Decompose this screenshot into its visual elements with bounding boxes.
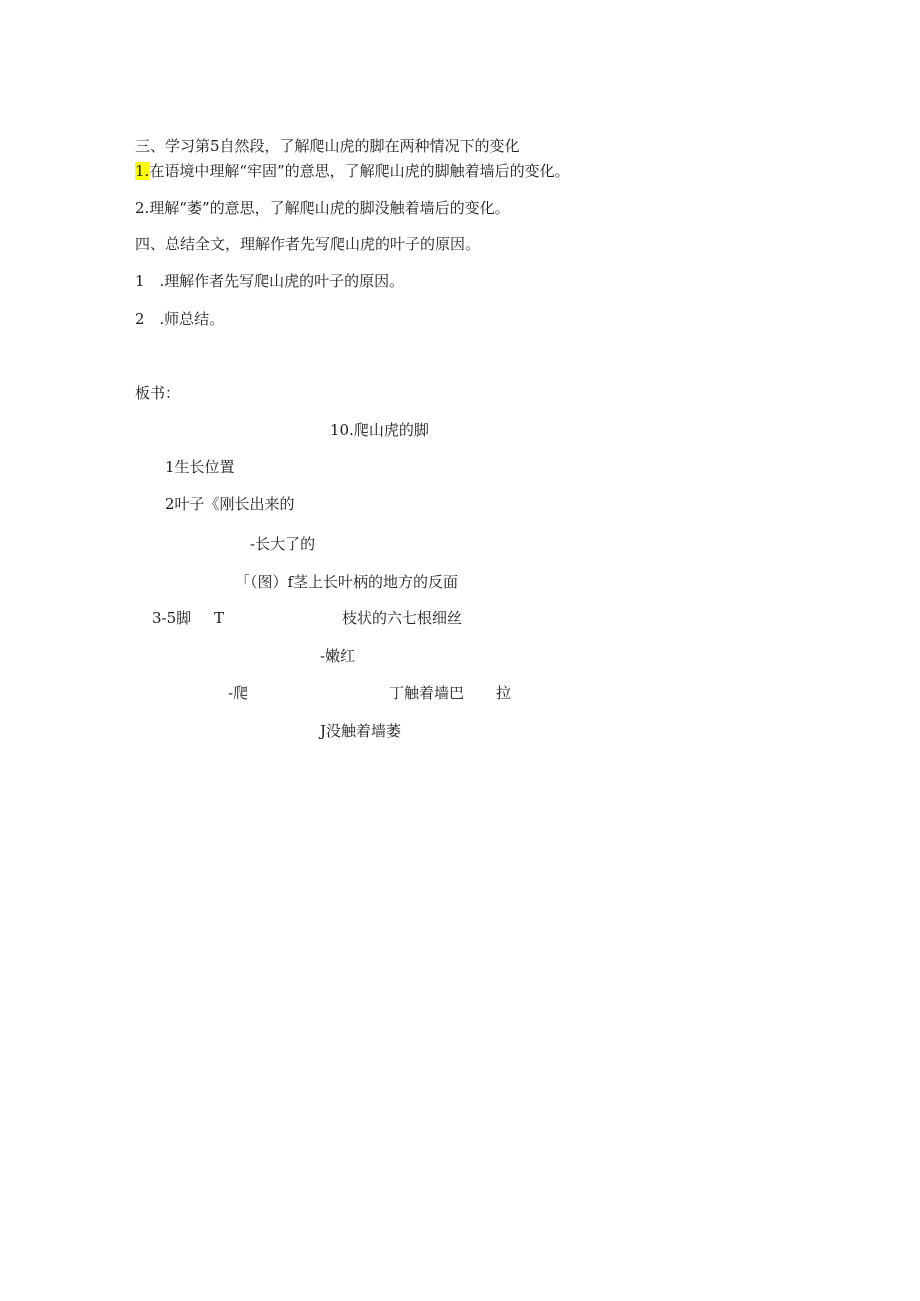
section4-item1 (135, 271, 404, 291)
board-leaf-grown: -长大了的 (250, 535, 316, 553)
board-growth-position: 1生长位置 (165, 458, 235, 476)
board-pull: 拉 (496, 684, 512, 702)
board-feet-label: 3-5脚 (152, 609, 192, 627)
section4-item2 (135, 309, 224, 329)
board-no-touch-wall: J没触着墙萎 (320, 722, 402, 740)
section4-item1-text: .理解作者先写爬山虎的叶子的原因。 (159, 272, 405, 290)
section3-item2: 2.理解“萎”的意思，了解爬山虎的脚没触着墙后的变化。 (135, 199, 510, 217)
section4-heading: 四、总结全文，理解作者先写爬山虎的叶子的原因。 (135, 235, 481, 253)
board-feet-mark: T (214, 609, 225, 627)
board-leaf-fresh: 2叶子《刚长出来的 (165, 495, 295, 513)
section4-item1-number: 1 (135, 272, 145, 290)
section3-item1-text: 在语境中理解“牢固”的意思，了解爬山虎的脚触着墙后的变化。 (149, 162, 570, 180)
board-foot-position: 「（图）f茎上长叶柄的地方的反面 (235, 573, 459, 591)
section3-item1-number: 1. (135, 162, 150, 180)
section3-heading: 三、学习第5自然段，了解爬山虎的脚在两种情况下的变化 (135, 137, 520, 155)
board-feet-shape: 枝状的六七根细丝 (342, 609, 463, 627)
section4-item2-text: .师总结。 (159, 310, 225, 328)
board-feet-color: -嫩红 (320, 647, 356, 665)
board-touch-wall: 丁触着墙巴 (389, 684, 465, 702)
section3-item1 (135, 161, 570, 181)
board-label: 板书： (135, 384, 181, 402)
board-title: 10.爬山虎的脚 (330, 421, 429, 439)
section4-item2-number: 2 (135, 310, 145, 328)
board-climb: -爬 (228, 684, 249, 702)
